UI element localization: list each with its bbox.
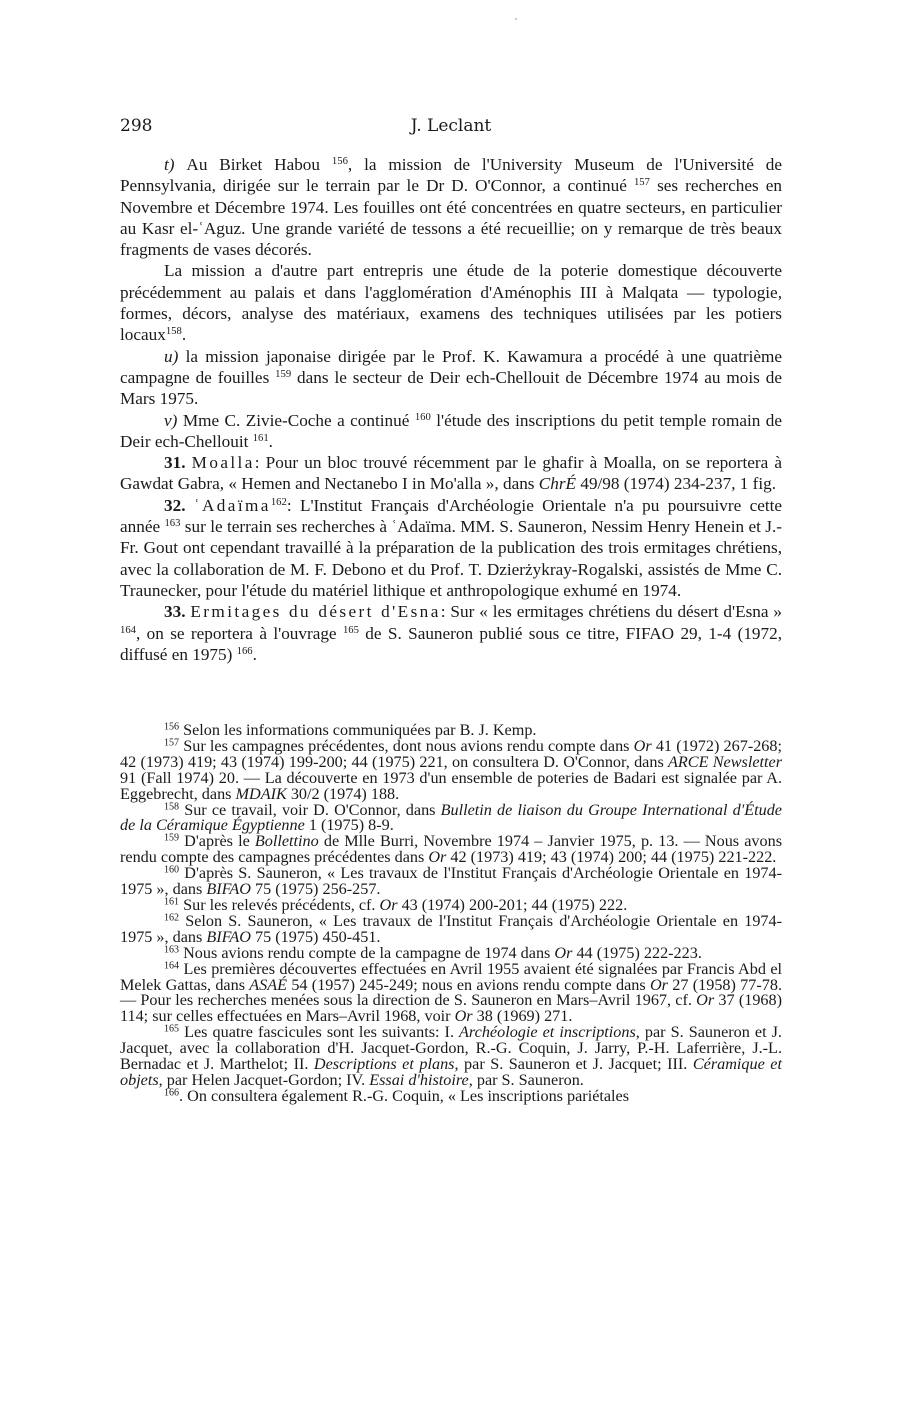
text-run: sur le terrain ses recherches à ʿAdaïma. MM. S. Sauneron, Nessim Henry Henein et J.-Fr. Gout ont cependant travaillé à la préparation de la publication des trois ermitages chrétiens, avec la collaboration de M. F. Debono et du Prof. T. Dzierżykray-Rogalski, assistés de Mme C. Traunecker, pour l'étude du matériel lithique et anthropologique exhumé en 1974.: [120, 517, 782, 600]
text-run: dans le secteur de Deir ech-Chellouit de Décembre 1974 au mois de Mars 1975.: [120, 367, 782, 409]
text-run: Sur les campagnes précédentes, dont nous avions rendu compte dans: [179, 736, 634, 755]
text-run: .: [252, 644, 257, 664]
italic-text: BIFAO: [206, 880, 251, 899]
text-run: l'étude des inscriptions du petit temple romain de Deir ech-Chellouit: [120, 410, 782, 451]
text-run: 1 (1975) 8-9.: [304, 816, 394, 835]
text-run: : Pour un bloc trouvé récemment par le ghafir à Moalla, on se reportera à Gawdat Gabra, « Hemen and Nectanebo I in Mo'alla », dans: [120, 453, 783, 494]
italic-text: Archéologie et inscriptions: [459, 1023, 636, 1042]
footnote: [120, 911, 782, 946]
paragraph: [120, 495, 782, 601]
footnote-ref: 165: [164, 1023, 180, 1035]
footnote-ref: 156: [164, 721, 180, 733]
text-run: Au Birket Habou: [186, 155, 332, 174]
text-run: Mme C. Zivie-Coche a continué: [182, 410, 415, 430]
italic-text: Descriptions et plans: [313, 1055, 455, 1074]
text-run: Nous avions rendu compte de la campagne de 1974 dans: [179, 943, 555, 962]
text-run: 37 (1968) 114; sur celles effectuées en Mars–Avril 1968, voir: [120, 991, 782, 1026]
italic-text: Or: [428, 848, 447, 867]
footnote: [120, 736, 782, 803]
text-run: 41 (1972) 267-268; 42 (1973) 419; 43 (1974) 199-200; 44 (1975) 221, on consultera D. O'Connor, dans: [120, 736, 782, 771]
footnote-ref: 164: [120, 624, 136, 636]
text-run: 43 (1974) 200-201; 44 (1975) 222.: [397, 895, 628, 914]
footnote: [120, 834, 782, 866]
footnote-ref: 161: [252, 433, 269, 444]
text-run: 38 (1969) 271.: [472, 1007, 573, 1026]
text-run: D'après le: [179, 832, 255, 851]
footnote-ref: 165: [342, 624, 359, 636]
italic-text: BIFAO: [206, 927, 251, 946]
text-run: Selon S. Sauneron, « Les travaux de l'Institut Français d'Archéologie Orientale en 1974-1975 », dans: [120, 911, 782, 946]
footnote-ref: 156: [331, 156, 348, 168]
paragraph: [120, 154, 782, 260]
text-run: Sur les relevés précédents, cf.: [179, 895, 380, 914]
footnote: [120, 800, 782, 835]
italic-text: Or: [554, 943, 573, 962]
text-run: 75 (1975) 450-451.: [251, 927, 381, 946]
section-number: 33.: [164, 602, 191, 622]
paragraph: [120, 260, 782, 345]
italic-text: t): [164, 155, 187, 174]
paragraph: [120, 452, 782, 495]
italic-text: ChrÉ: [538, 474, 577, 494]
text-run: , par S. Sauneron et J. Jacquet; III.: [454, 1055, 693, 1074]
italic-text: Or: [633, 736, 652, 755]
text-run: 91 (Fall 1974) 20. — La découverte en 1973 d'un ensemble de poteries de Badari est signalée par A. Eggebrecht, dans: [120, 768, 782, 803]
section-number: 32.: [164, 495, 194, 515]
text-run: ses recherches en Novembre et Décembre 1974. Les fouilles ont été concentrées en quatre secteurs, en particulier au Kasr el-ʿAguz. Une grande variété de tessons a été recueillie; on y remarque de très beaux fragments de vases décorés.: [120, 176, 782, 260]
italic-text: v): [164, 410, 183, 430]
text-run: , par S. Sauneron.: [468, 1070, 584, 1089]
footnote-ref: 163: [164, 944, 180, 956]
text-run: D'après S. Sauneron, « Les travaux de l'Institut Français d'Archéologie Orientale en 1974-1975 », dans: [120, 864, 782, 899]
footnote-ref: 158: [165, 326, 182, 338]
footnote-ref: 160: [414, 411, 431, 423]
text-run: 75 (1975) 256-257.: [251, 880, 381, 899]
text-run: 54 (1957) 245-249; nous en avions rendu compte dans: [287, 975, 650, 994]
text-run: la mission japonaise dirigée par le Prof. K. Kawamura a procédé à une quatrième campagne de fouilles: [120, 346, 782, 387]
text-run: Selon les informations communiquées par B. J. Kemp.: [179, 721, 537, 739]
paragraph: [120, 601, 782, 665]
footnote-ref: 157: [633, 177, 650, 189]
text-run: : Sur « les ermitages chrétiens du désert d'Esna »: [440, 602, 782, 622]
text-run: 49/98 (1974) 234-237, 1 fig.: [576, 474, 777, 494]
text-run: Les premières découvertes effectuées en Avril 1955 avaient été signalées par Francis Abd el Melek Gattas, dans: [120, 959, 782, 994]
italic-text: Bulletin de liaison du Groupe International d'Étude de la Céramique Égyptienne: [120, 800, 782, 835]
footnote: [120, 1025, 782, 1089]
text-run: , la mission de l'University Museum de l'Université de Pennsylvania, dirigée sur le terrain par le Dr D. O'Connor, a continué: [120, 155, 782, 196]
italic-text: Bollettino: [254, 832, 319, 851]
footnote-ref: 160: [164, 864, 180, 876]
text-run: , par Helen Jacquet-Gordon; IV.: [158, 1070, 370, 1089]
text-run: La mission a d'autre part entrepris une étude de la poterie domestique découverte précédemment au palais et dans l'agglomération d'Aménophis III à Malqata — typologie, formes, décors, analyse des matériaux, examens des techniques utilisées par les potiers locaux: [120, 261, 782, 345]
paragraph: [120, 410, 782, 453]
text-run: 44 (1975) 222-223.: [572, 943, 702, 962]
spaced-heading: Moalla: [191, 453, 255, 473]
italic-text: Or: [649, 975, 668, 994]
text-run: .: [181, 325, 187, 345]
spaced-heading: ʿAdaïma: [193, 495, 271, 515]
italic-text: Or: [454, 1007, 473, 1026]
footnote-ref: 166: [164, 1087, 180, 1099]
text-run: .: [268, 431, 273, 451]
italic-text: ARCE Newsletter: [668, 752, 782, 771]
italic-text: Or: [379, 895, 398, 914]
text-run: 27 (1958) 77-78. — Pour les recherches menées sous la direction de S. Sauneron en Mars–Avril 1967, cf.: [120, 975, 782, 1010]
main-text: [120, 154, 782, 665]
text-run: Sur ce travail, voir D. O'Connor, dans: [179, 800, 441, 819]
footnote-ref: 166: [236, 645, 253, 657]
footnote: [120, 866, 782, 898]
footnote-ref: 163: [164, 518, 181, 530]
italic-text: u): [164, 346, 186, 366]
footnote: [120, 1086, 782, 1105]
text-run: 42 (1973) 419; 43 (1974) 200; 44 (1975) 221-222.: [446, 848, 777, 867]
section-number: 31.: [164, 453, 192, 473]
text-run: 30/2 (1974) 188.: [286, 784, 400, 803]
paragraph: [120, 346, 782, 410]
footnote-ref: 161: [164, 896, 180, 908]
footnote-ref: 162: [270, 496, 287, 508]
italic-text: MDAIK: [235, 784, 287, 803]
italic-text: Or: [696, 991, 715, 1010]
text-run: : L'Institut Français d'Archéologie Orientale n'a pu poursuivre cette année: [120, 495, 783, 537]
italic-text: ASAÉ: [249, 975, 288, 994]
text-run: , on se reportera à l'ouvrage: [135, 623, 343, 643]
text-run: de S. Sauneron publié sous ce titre, FIFAO 29, 1-4 (1972, diffusé en 1975): [120, 623, 782, 664]
page-number: 298: [120, 116, 153, 136]
footnotes: [120, 723, 782, 1105]
footnote-ref: 159: [164, 832, 180, 844]
text-run: , par S. Sauneron et J. Jacquet, avec la collaboration d'H. Jacquet-Gordon, R.-G. Coquin, J. Jarry, P.-H. Laferrière, J.-L. Bernadac et J. Marthelot; II.: [120, 1023, 782, 1074]
footnote-ref: 158: [164, 801, 180, 813]
text-run: Les quatre fascicules sont les suivants: I.: [179, 1023, 460, 1042]
text-run: . On consultera également R.-G. Coquin, « Les inscriptions pariétales: [179, 1086, 630, 1105]
italic-text: Céramique et objets: [120, 1055, 782, 1089]
footnote-ref: 164: [164, 960, 180, 972]
scan-speck: [515, 18, 517, 20]
footnote: [120, 959, 782, 1026]
italic-text: Essai d'histoire: [369, 1070, 469, 1089]
text-run: de Mlle Burri, Novembre 1974 – Janvier 1975, p. 13. — Nous avons rendu compte des campagnes précédentes dans: [120, 832, 782, 867]
footnote-ref: 162: [164, 912, 180, 924]
running-title: J. Leclant: [410, 116, 492, 136]
footnote-ref: 159: [275, 369, 292, 381]
running-header: [120, 116, 782, 138]
spaced-heading: Ermitages du désert d'Esna: [190, 602, 441, 622]
footnote-ref: 157: [164, 737, 180, 749]
